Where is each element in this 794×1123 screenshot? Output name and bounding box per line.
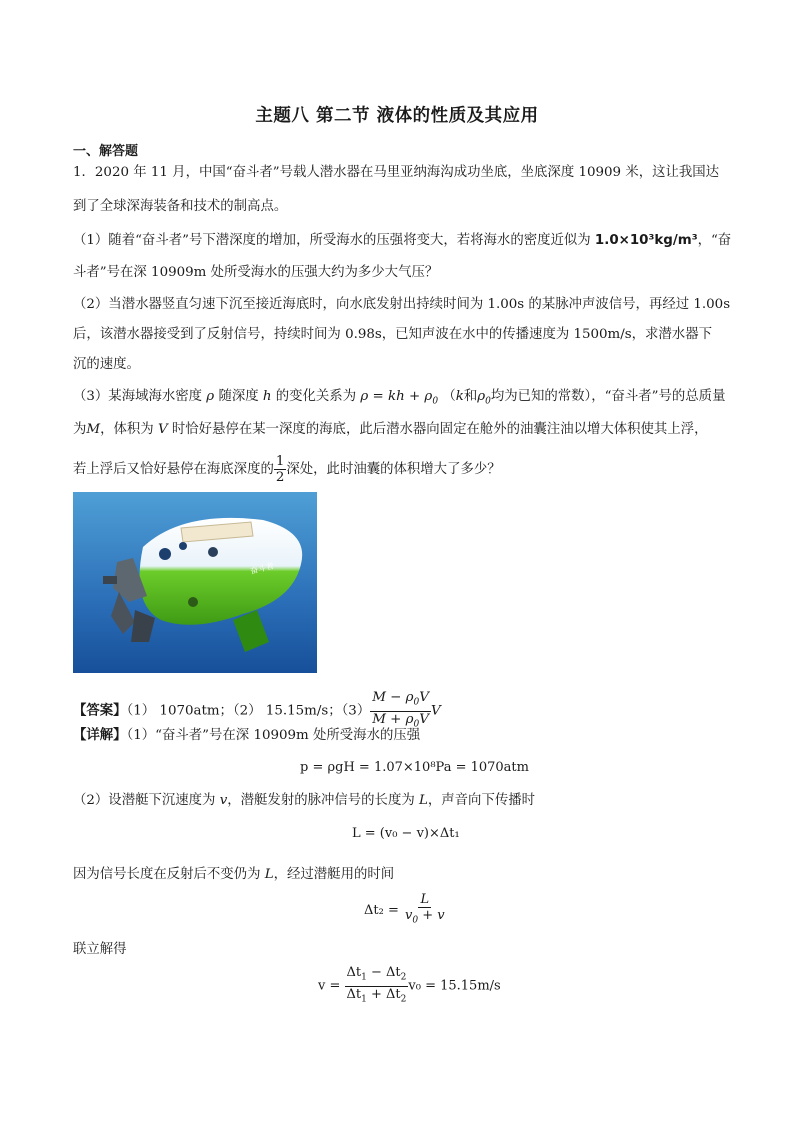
- question-line-2: 到了全球深海装备和技术的制高点。: [73, 199, 288, 214]
- detail-line-2: （2）设潜艇下沉速度为 v，潜艇发射的脉冲信号的长度为 L，声音向下传播时: [73, 793, 536, 808]
- detail-line-1: 【详解】（1）“奋斗者”号在深 10909m 处所受海水的压强: [73, 728, 421, 743]
- page-title: 主题八 第二节 液体的性质及其应用: [255, 106, 539, 126]
- part1-line-2: 斗者”号在深 10909m 处所受海水的压强大约为多少大气压？: [73, 265, 439, 280]
- formula-pressure: p = ρgH = 1.07×10⁸Pa = 1070atm: [300, 760, 529, 775]
- part3-line-1: （3）某海域海水密度 ρ 随深度 h 的变化关系为 ρ = kh + $\rho_0$ （k和$\rho_0$均为已知的常数），“奋斗者”号的总质量: [73, 389, 726, 407]
- submersible-photo: [73, 492, 317, 673]
- part3-line-2: 为M，体积为 V 时恰好悬停在某一深度的海底，此后潜水器向固定在舱外的油囊注油以增大体积使其上浮，: [73, 422, 708, 437]
- part2-line-2: 后，该潜水器接受到了反射信号，持续时间为 0.98s，已知声波在水中的传播速度为 1500m/s，求潜水器下: [73, 327, 712, 342]
- section-heading: 一、解答题: [73, 144, 139, 159]
- formula-delta-t2: Δt₂ = $\frac{L}{v_0 + v}$: [364, 892, 445, 926]
- formula-signal-length: L = (v₀ − v)×Δt₁: [352, 826, 460, 841]
- detail-line-3: 因为信号长度在反射后不变仍为 L，经过潜艇用的时间: [73, 867, 395, 882]
- formula-velocity: v = $\frac{\Delta t_1 - \Delta t_2}{\Delta t_1 + \Delta t_2}$ v₀ = 15.15m/s: [318, 965, 501, 1005]
- part1-line-1: （1）随着“奋斗者”号下潜深度的增加，所受海水的压强将变大，若将海水的密度近似为 1.0×10³kg/m³，“奋: [73, 233, 732, 248]
- detail-line-4: 联立解得: [73, 942, 127, 957]
- part3-line-3: 若上浮后又恰好悬停在海底深度的 $\frac{1}{2}$ 深处，此时油囊的体积增大了多少？: [73, 454, 501, 485]
- part2-line-3: 沉的速度。: [73, 357, 140, 372]
- answer-line: 【答案】（1） 1070atm；（2） 15.15m/s；（3） $\frac{M - \rho_0V}{M + \rho_0V}$ V: [73, 690, 441, 730]
- question-line-1: 1．2020 年 11 月，中国“奋斗者”号载人潜水器在马里亚纳海沟成功坐底，坐底深度 10909 米，这让我国达: [73, 165, 720, 180]
- part2-line-1: （2）当潜水器竖直匀速下沉至接近海底时，向水底发射出持续时间为 1.00s 的某脉冲声波信号，再经过 1.00s: [73, 297, 731, 312]
- hull-label: 奋斗者: [249, 561, 275, 576]
